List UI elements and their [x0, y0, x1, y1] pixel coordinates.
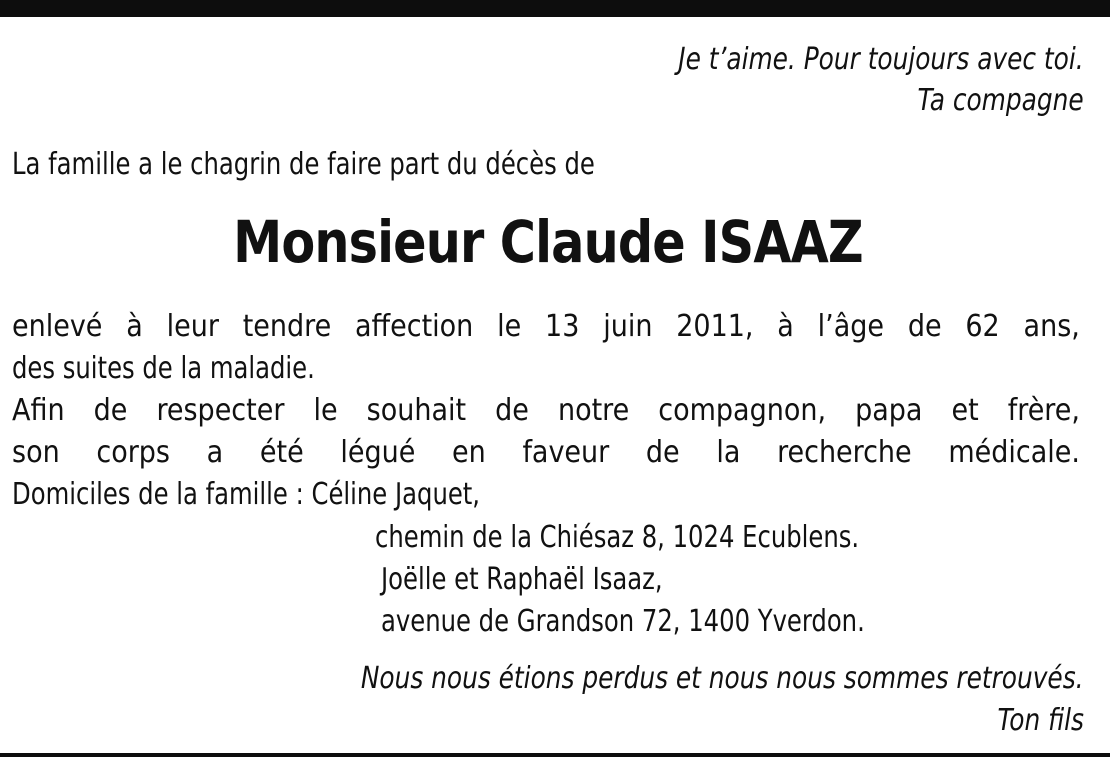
word: Afin	[12, 393, 65, 428]
word: de	[495, 393, 529, 428]
word: juin	[603, 309, 653, 344]
word: leur	[166, 309, 219, 344]
word: enlevé	[12, 309, 103, 344]
word: médicale.	[948, 435, 1080, 470]
word: notre	[557, 393, 630, 428]
dedication-top-line1: Je t’aime. Pour toujours avec toi.	[678, 42, 1084, 77]
domiciles-address2: avenue de Grandson 72, 1400 Yverdon.	[381, 604, 865, 639]
word: 2011,	[676, 309, 754, 344]
word: frère,	[1007, 393, 1080, 428]
body-line-2: des suites de la maladie.	[12, 351, 315, 386]
body-line-1	[12, 306, 1080, 348]
body-line-4	[12, 432, 1080, 474]
word: 62	[965, 309, 1000, 344]
word: a	[206, 435, 224, 470]
word: papa	[855, 393, 923, 428]
word: et	[951, 393, 979, 428]
word: corps	[96, 435, 170, 470]
word: de	[93, 393, 128, 428]
word: été	[259, 435, 304, 470]
word: respecter	[156, 393, 285, 428]
word: à	[126, 309, 143, 344]
dedication-bottom-line1: Nous nous étions perdus et nous nous sommes retrouvés.	[361, 661, 1084, 696]
word: souhait	[366, 393, 467, 428]
body-line-3	[12, 390, 1080, 432]
word: tendre	[242, 309, 332, 344]
word: de	[645, 435, 680, 470]
word: 13	[545, 309, 580, 344]
bottom-border-rule	[0, 753, 1110, 757]
intro-text: La famille a le chagrin de faire part du décès de	[12, 147, 595, 182]
domiciles-label: Domiciles de la famille : Céline Jaquet,	[12, 477, 481, 512]
domiciles-address1: chemin de la Chiésaz 8, 1024 Ecublens.	[375, 520, 860, 555]
word: son	[12, 435, 60, 470]
word: le	[497, 309, 522, 344]
dedication-top-line2: Ta compagne	[917, 83, 1084, 118]
word: le	[313, 393, 338, 428]
word: affection	[355, 309, 474, 344]
word: recherche	[777, 435, 912, 470]
top-border-bar	[0, 0, 1110, 17]
word: légué	[340, 435, 416, 470]
dedication-bottom-line2: Ton fils	[997, 703, 1084, 738]
word: faveur	[522, 435, 610, 470]
word: à	[777, 309, 794, 344]
word: compagnon,	[658, 393, 827, 428]
word: ans,	[1023, 309, 1080, 344]
domiciles-names2: Joëlle et Raphaël Isaaz,	[381, 562, 663, 597]
word: en	[452, 435, 486, 470]
word: la	[716, 435, 741, 470]
word: l’âge	[817, 309, 885, 344]
word: de	[907, 309, 942, 344]
deceased-name: Monsieur Claude ISAAZ	[233, 208, 863, 276]
